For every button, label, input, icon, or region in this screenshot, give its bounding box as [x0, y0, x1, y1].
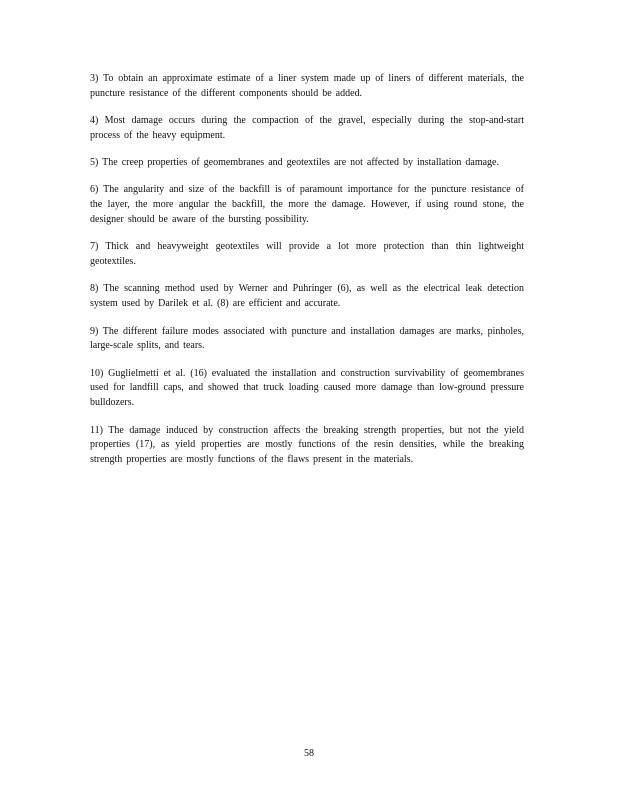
paragraph-8: 8) The scanning method used by Werner and Puhringer (6), as well as the electrical leak detection system used by Darilek et al. (8) are efficient and accurate. — [90, 283, 524, 310]
paragraph-5: 5) The creep properties of geomembranes and geotextiles are not affected by installation damage. — [90, 157, 499, 169]
conclusions-list — [90, 72, 524, 480]
paragraph-4: 4) Most damage occurs during the compaction of the gravel, especially during the stop-and-start process of the heavy equipment. — [90, 115, 524, 141]
paragraph-3: 3) To obtain an approximate estimate of a liner system made up of liners of different materials, the puncture resistance of the different components should be added. — [90, 73, 524, 99]
paragraph-9: 9) The different failure modes associated with puncture and installation damages are marks, pinholes, large-scale splits, and tears. — [90, 325, 524, 352]
paragraph-7: 7) Thick and heavyweight geotextiles will provide a lot more protection than thin lightweight geotextiles. — [90, 241, 524, 268]
page-number: 58 — [304, 748, 314, 759]
paragraph-11: 11) The damage induced by construction affects the breaking strength properties, but not the yield properties (17), as yield properties are mostly functions of the resin densities, while the breaking strength properties are mostly functions of the flaws present in the materials. — [90, 424, 524, 466]
paragraph-10: 10) Guglielmetti et al. (16) evaluated the installation and construction survivability of geomembranes used for landfill caps, and showed that truck loading caused more damage than low-ground pressure bulldozers. — [90, 367, 524, 409]
paragraph-6: 6) The angularity and size of the backfill is of paramount importance for the puncture resistance of the layer, the more angular the backfill, the more the damage. However, if using round stone, the designer should be aware of the bursting possibility. — [90, 184, 524, 226]
